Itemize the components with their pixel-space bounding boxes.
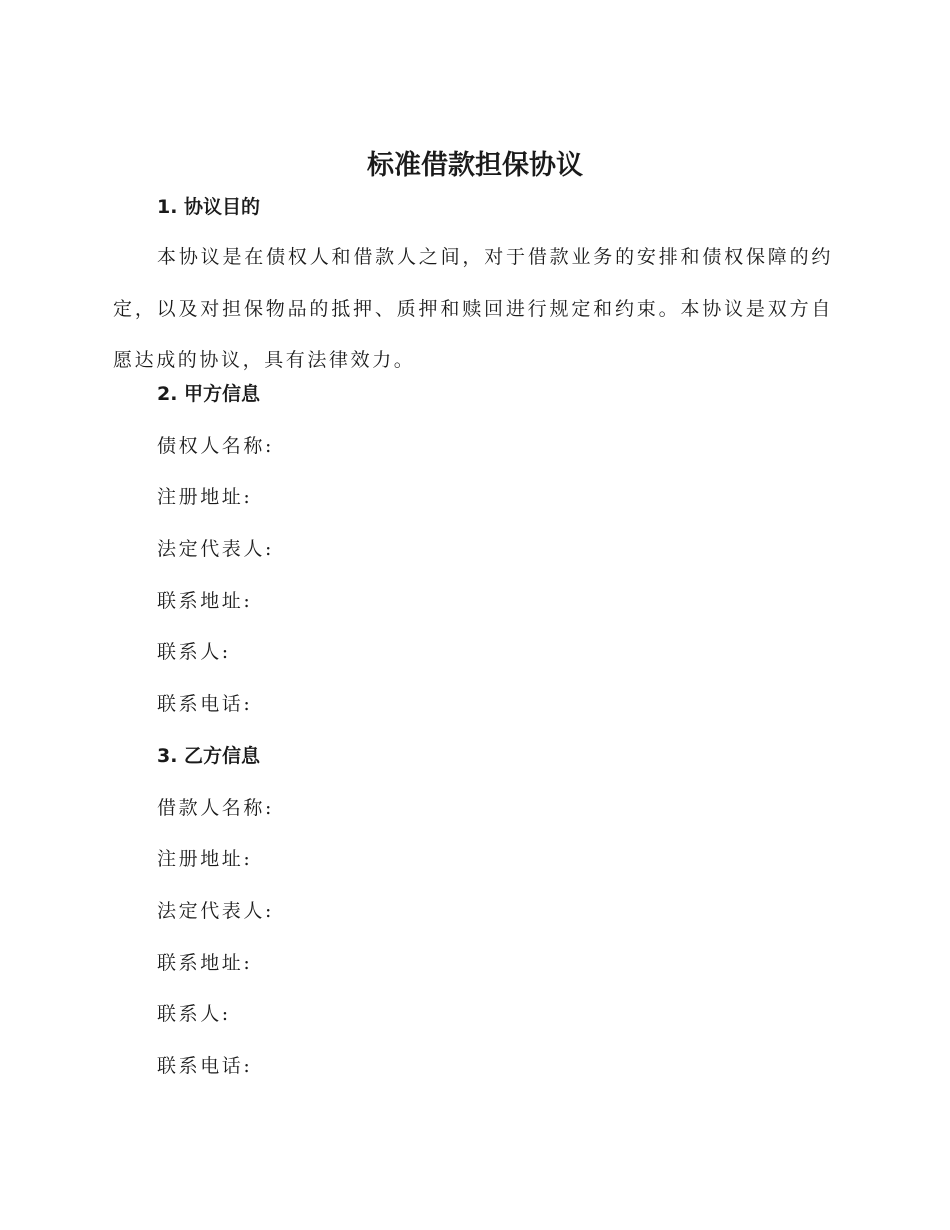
- party-a-contact-phone-label: 联系电话:: [157, 693, 253, 715]
- party-b-contact-phone-label: 联系电话:: [157, 1055, 253, 1077]
- party-a-contact-person-label: 联系人:: [157, 641, 231, 663]
- party-b-legal-representative-label: 法定代表人:: [157, 900, 275, 922]
- section-heading-purpose: 1. 协议目的: [157, 196, 261, 218]
- party-a-registered-address-label: 注册地址:: [157, 486, 253, 508]
- section-heading-party-b: 3. 乙方信息: [157, 745, 261, 767]
- party-a-contact-address-label: 联系地址:: [157, 590, 253, 612]
- party-a-creditor-name-label: 债权人名称:: [157, 435, 275, 457]
- party-b-registered-address-label: 注册地址:: [157, 848, 253, 870]
- purpose-paragraph: 本协议是在债权人和借款人之间，对于借款业务的安排和债权保障的约定，以及对担保物品的抵押、质押和赎回进行规定和约束。本协议是双方自愿达成的协议，具有法律效力。: [113, 246, 833, 371]
- party-a-legal-representative-label: 法定代表人:: [157, 538, 275, 560]
- document-title: 标准借款担保协议: [367, 150, 583, 181]
- party-b-contact-address-label: 联系地址:: [157, 952, 253, 974]
- party-b-contact-person-label: 联系人:: [157, 1003, 231, 1025]
- party-b-borrower-name-label: 借款人名称:: [157, 797, 275, 819]
- section-heading-party-a: 2. 甲方信息: [157, 383, 261, 405]
